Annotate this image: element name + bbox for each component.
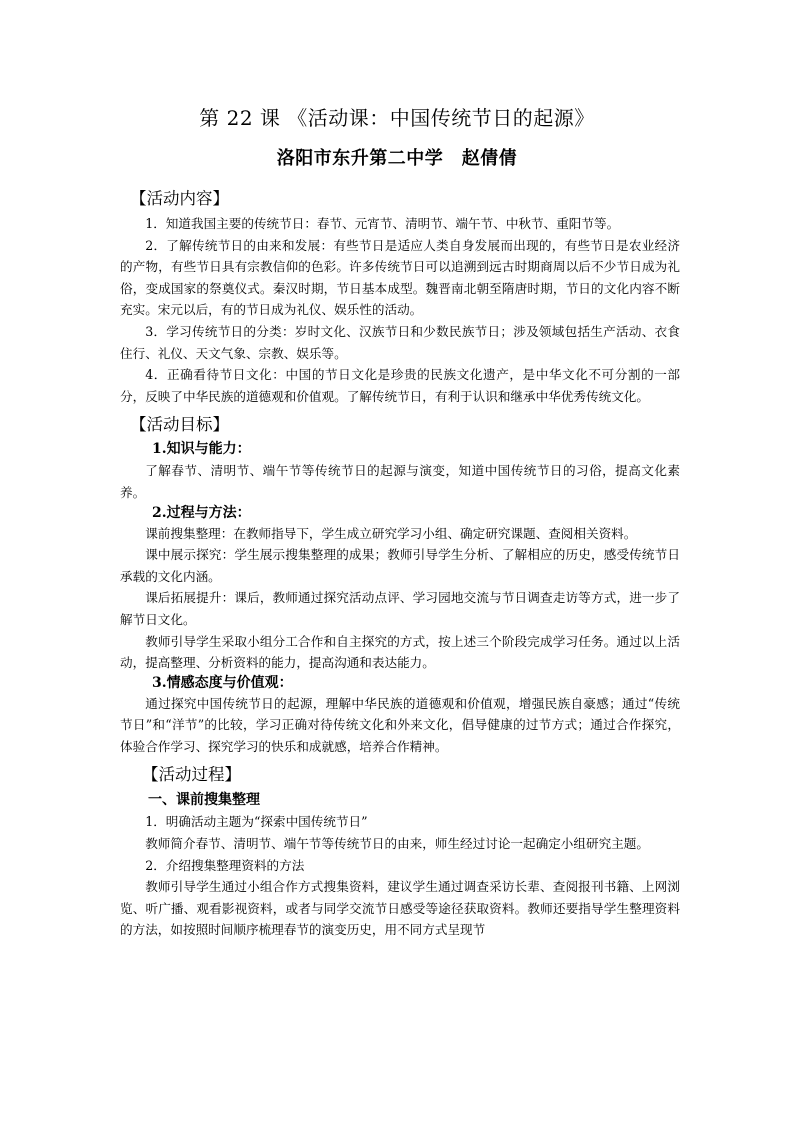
section-heading-process: 【活动过程】 bbox=[142, 765, 241, 785]
subheading-knowledge: 1.知识与能力： bbox=[152, 441, 251, 458]
section-heading-content: 【活动内容】 bbox=[130, 189, 229, 208]
subheading-attitude: 3.情感态度与价值观： bbox=[152, 674, 293, 691]
paragraph: 2．介绍搜集整理资料的方法 bbox=[145, 857, 305, 873]
paragraph: 4．正确看待节日文化：中国的节日文化是珍贵的民族文化遗产，是中华文化不可分割的一部分，反映了中华民族的道德观和价值观。了解传统节日，有利于认识和继承中华优秀传统文化。 bbox=[120, 367, 680, 404]
subheading-pre-class: 一、课前搜集整理 bbox=[148, 792, 260, 809]
paragraph: 2．了解传统节日的由来和发展：有些节日是适应人类自身发展而出现的，有些节日是农业经济的产物，有些节日具有宗教信仰的色彩。许多传统节日可以追溯到远古时期商周以后不少节日成为礼俗，变成国家的祭奠仪式。秦汉时期，节日基本成型。魏晋南北朝至隋唐时期，节日的文化内容不断充实。宋元以后，有的节日成为礼仪、娱乐性的活动。 bbox=[120, 237, 680, 318]
goals-section bbox=[120, 439, 680, 757]
paragraph: 1．知道我国主要的传统节日：春节、元宵节、清明节、端午节、中秋节、重阳节等。 bbox=[145, 216, 620, 231]
author-line: 洛阳市东升第二中学 赵倩倩 bbox=[276, 148, 518, 169]
paragraph: 课前搜集整理：在教师指导下，学生成立研究学习小组、确定研究课题、查阅相关资料。 bbox=[145, 525, 637, 541]
paragraph: 教师引导学生采取小组分工合作和自主探究的方式，按上述三个阶段完成学习任务。通过以上活动，提高整理、分析资料的能力，提高沟通和表达能力。 bbox=[120, 633, 680, 671]
subheading-process: 2.过程与方法： bbox=[152, 504, 251, 521]
paragraph: 了解春节、清明节、端午节等传统节日的起源与演变，知道中国传统节日的习俗，提高文化素养。 bbox=[120, 463, 680, 500]
paragraph: 通过探究中国传统节日的起源，理解中华民族的道德观和价值观，增强民族自豪感；通过“传统节日”和“洋节”的比较，学习正确对待传统文化和外来文化，倡导健康的过节方式；通过合作探究，体验合作学习、探究学习的快乐和成就感，培养合作精神。 bbox=[120, 695, 680, 754]
document-body bbox=[120, 185, 680, 941]
paragraph: 1．明确活动主题为“探索中国传统节日” bbox=[145, 814, 368, 830]
paragraph: 3．学习传统节日的分类：岁时文化、汉族节日和少数民族节日；涉及领域包括生产活动、衣食住行、礼仪、天文气象、宗教、娱乐等。 bbox=[120, 323, 680, 361]
paragraph: 课后拓展提升：课后，教师通过探究活动点评、学习园地交流与节日调查走访等方式，进一步了解节日文化。 bbox=[120, 590, 680, 627]
section-heading-goals: 【活动目标】 bbox=[130, 415, 229, 435]
process-section bbox=[120, 789, 680, 941]
paragraph: 教师引导学生通过小组合作方式搜集资料，建议学生通过调查采访长辈、查阅报刊书籍、上网浏览、听广播、观看影视资料，或者与同学交流节日感受等途径获取资料。教师还要指导学生整理资料的方法，如按照时间顺序梳理春节的演变历史，用不同方式呈现节 bbox=[120, 879, 680, 938]
content-section bbox=[120, 213, 680, 407]
paragraph: 课中展示探究：学生展示搜集整理的成果；教师引导学生分析、了解相应的历史，感受传统节日承载的文化内涵。 bbox=[120, 547, 680, 584]
paragraph: 教师简介春节、清明节、端午节等传统节日的由来，师生经过讨论一起确定小组研究主题。 bbox=[145, 836, 649, 852]
lesson-title: 第 22 课 《活动课：中国传统节日的起源》 bbox=[199, 106, 595, 130]
